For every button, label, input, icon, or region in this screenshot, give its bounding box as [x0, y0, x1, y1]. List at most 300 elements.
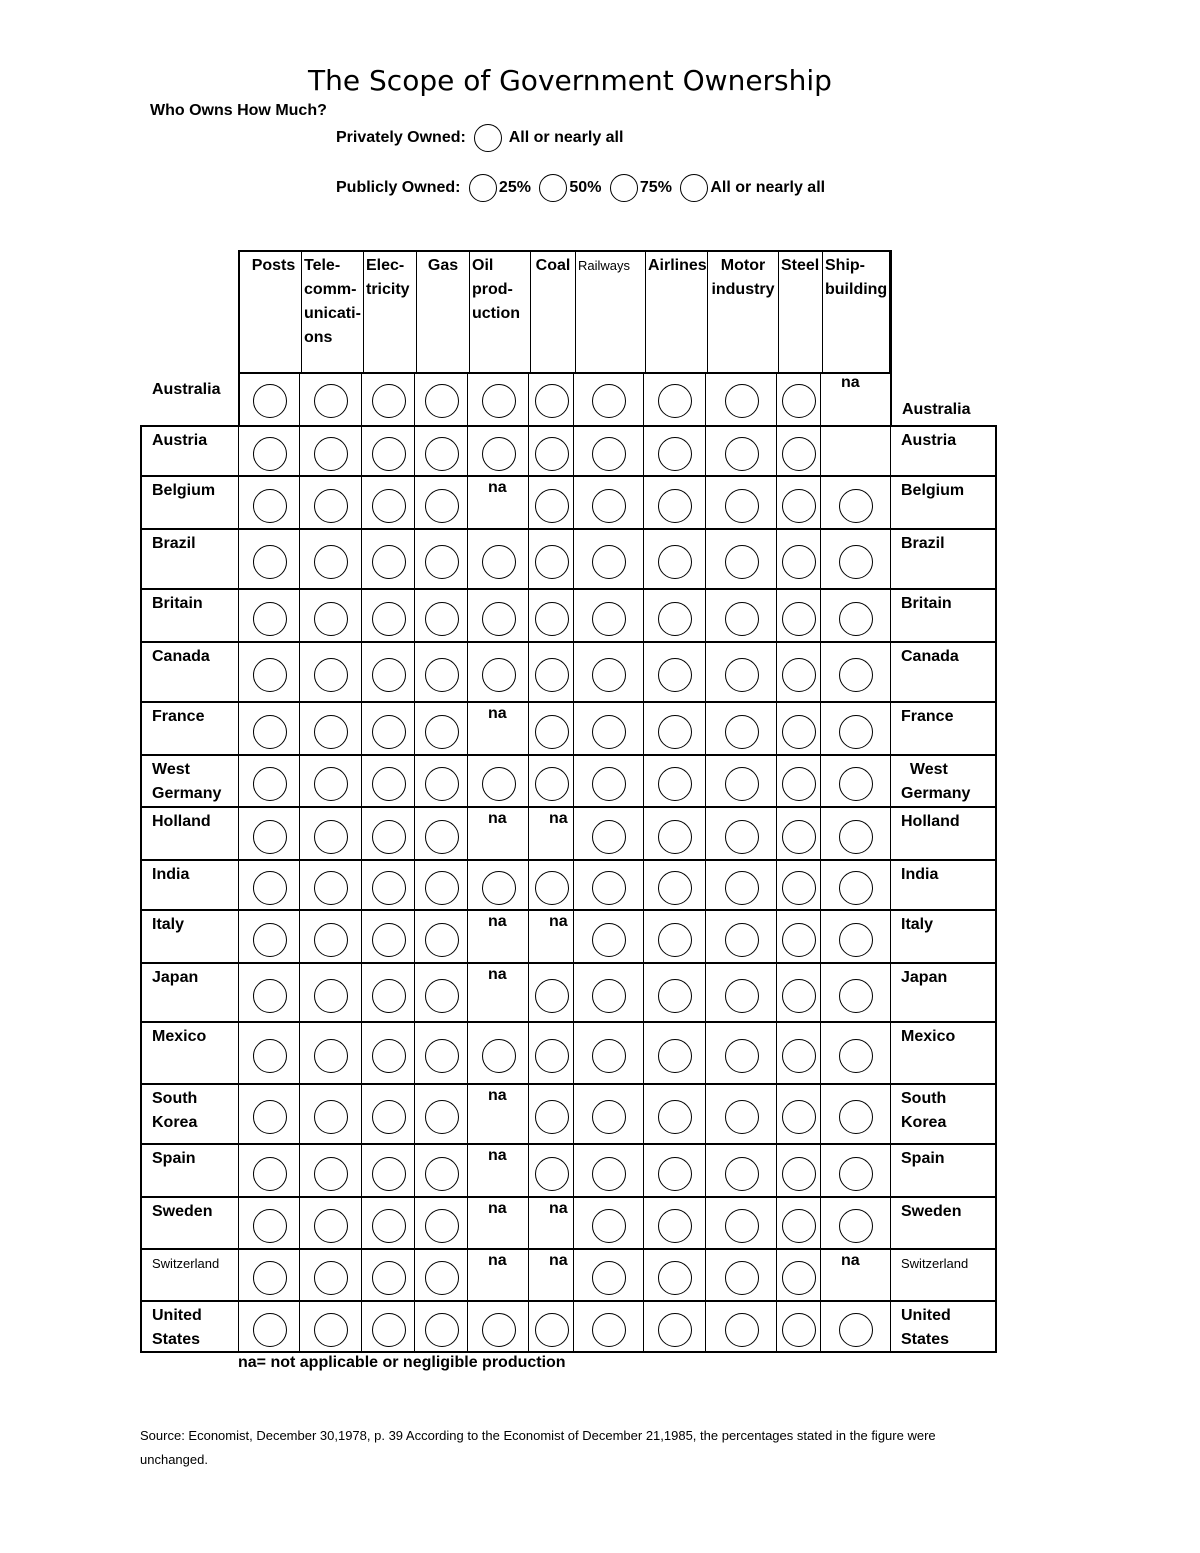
- circle-icon: [253, 1100, 287, 1134]
- circle-icon: [658, 923, 692, 957]
- table-cell: [705, 1302, 776, 1351]
- circle-icon: [372, 489, 406, 523]
- legend-public-25: 25%: [498, 179, 531, 196]
- table-cell: [776, 756, 820, 806]
- table-cell: [467, 590, 528, 641]
- circle-icon: [372, 820, 406, 854]
- table-cell: [238, 1145, 299, 1196]
- table-cell: [528, 808, 573, 859]
- legend-public-all: All or nearly all: [710, 179, 826, 196]
- table-cell: [238, 756, 299, 806]
- table-cell: [299, 964, 361, 1021]
- na-note: na= not applicable or negligible production: [238, 1354, 566, 1371]
- table-cell: [299, 1085, 361, 1143]
- table-cell: [238, 477, 299, 528]
- country-name: Japan: [152, 969, 199, 986]
- circle-icon: [658, 489, 692, 523]
- circle-icon: [782, 1261, 816, 1295]
- country-cell-right: [890, 1198, 997, 1248]
- circle-icon: [372, 602, 406, 636]
- table-cell: [414, 643, 467, 701]
- circle-icon: [592, 602, 626, 636]
- table-cell: [467, 964, 528, 1021]
- circle-icon: [425, 1157, 459, 1191]
- table-cell: [467, 861, 528, 909]
- table-cell: [705, 643, 776, 701]
- circle-icon: [425, 658, 459, 692]
- country-name-right: Britain: [901, 595, 952, 612]
- table-cell: [528, 861, 573, 909]
- circle-icon: [535, 437, 569, 471]
- circle-icon: [253, 489, 287, 523]
- country-cell-right: [890, 590, 997, 641]
- table-cell: [528, 964, 573, 1021]
- circle-icon: [425, 1039, 459, 1073]
- table-cell: [414, 1145, 467, 1196]
- circle-icon: [535, 871, 569, 905]
- table-cell: [820, 1198, 890, 1248]
- table-cell: [414, 1085, 467, 1143]
- table-cell: [643, 590, 705, 641]
- table-cell: [361, 477, 414, 528]
- circle-icon: [592, 658, 626, 692]
- circle-icon: [725, 767, 759, 801]
- table-cell: [705, 703, 776, 754]
- table-cell: [705, 756, 776, 806]
- table-cell: [643, 703, 705, 754]
- circle-icon: [482, 384, 516, 418]
- circle-icon: [535, 1157, 569, 1191]
- table-cell: [467, 643, 528, 701]
- country-name-right: Australia: [902, 401, 971, 418]
- table-cell: [776, 643, 820, 701]
- column-header: Posts: [251, 257, 296, 274]
- table-cell: [776, 427, 820, 475]
- table-row: [140, 859, 997, 909]
- table-cell: [820, 1145, 890, 1196]
- circle-icon: [839, 1313, 873, 1347]
- table-row: [140, 1143, 997, 1196]
- table-cell: [820, 703, 890, 754]
- circle-icon: [658, 1209, 692, 1243]
- table-cell: [238, 1085, 299, 1143]
- table-cell: [705, 372, 776, 425]
- country-name: Belgium: [152, 482, 216, 499]
- table-cell: [573, 1302, 643, 1351]
- circle-icon: [658, 1313, 692, 1347]
- circle-icon: [725, 871, 759, 905]
- table-cell: [361, 861, 414, 909]
- table-cell: [528, 372, 573, 425]
- column-header: Tele- comm- unicati- ons: [301, 252, 363, 372]
- column-header: Elec- tricity: [363, 252, 416, 372]
- circle-icon: [372, 767, 406, 801]
- table-cell: [820, 1023, 890, 1083]
- table-cell: [467, 372, 528, 425]
- table-cell: [643, 1145, 705, 1196]
- table-cell: [299, 427, 361, 475]
- circle-icon: [314, 1313, 348, 1347]
- circle-icon: [592, 871, 626, 905]
- table-cell: [361, 911, 414, 962]
- circle-icon: [658, 1100, 692, 1134]
- table-cell: [528, 756, 573, 806]
- circle-icon: [592, 1100, 626, 1134]
- country-cell-right: [890, 1023, 997, 1083]
- table-cell: [361, 964, 414, 1021]
- table-cell: [776, 1085, 820, 1143]
- circle-icon: [725, 545, 759, 579]
- table-cell: [776, 861, 820, 909]
- country-cell-right: [890, 372, 997, 425]
- circle-icon: [782, 820, 816, 854]
- country-cell-right: [890, 1085, 997, 1143]
- circle-icon: [839, 1100, 873, 1134]
- circle-icon: [482, 437, 516, 471]
- table-cell: [414, 530, 467, 588]
- country-cell-right: [890, 1250, 997, 1300]
- legend-public-50: 50%: [569, 179, 602, 196]
- circle-icon: [425, 1209, 459, 1243]
- circle-icon: [592, 820, 626, 854]
- circle-icon: [592, 1261, 626, 1295]
- table-cell: [573, 756, 643, 806]
- circle-icon: [372, 437, 406, 471]
- circle-icon: [372, 871, 406, 905]
- table-cell: [705, 808, 776, 859]
- circle-icon: [725, 715, 759, 749]
- circle-icon: [482, 871, 516, 905]
- table-cell: [467, 911, 528, 962]
- circle-icon: [253, 1209, 287, 1243]
- circle-icon: [839, 658, 873, 692]
- table-cell: [820, 911, 890, 962]
- table-row: [140, 962, 997, 1021]
- table-cell: [467, 703, 528, 754]
- table-cell: [776, 372, 820, 425]
- table-row: [140, 475, 997, 528]
- circle-icon: [425, 384, 459, 418]
- column-header: Motor industry: [707, 252, 778, 372]
- column-header: Gas: [416, 252, 469, 372]
- circle-icon: [535, 489, 569, 523]
- table-cell: [643, 756, 705, 806]
- table-cell: [643, 911, 705, 962]
- country-name-right: France: [901, 708, 954, 725]
- table-cell: [467, 1250, 528, 1300]
- table-cell: [705, 1023, 776, 1083]
- table-cell: [361, 703, 414, 754]
- table-cell: [414, 1302, 467, 1351]
- circle-icon: [314, 923, 348, 957]
- circle-icon: [253, 1313, 287, 1347]
- table-cell: [414, 756, 467, 806]
- circle-icon: [425, 1261, 459, 1295]
- country-cell-right: [890, 703, 997, 754]
- circle-icon: [782, 437, 816, 471]
- country-name: Britain: [152, 595, 203, 612]
- country-cell-right: [890, 1145, 997, 1196]
- country-name-right: Sweden: [901, 1203, 962, 1220]
- country-name-right: Switzerland: [901, 1256, 969, 1271]
- na-label: na: [488, 1087, 507, 1104]
- table-cell: [299, 808, 361, 859]
- table-cell: [643, 530, 705, 588]
- circle-icon: [658, 715, 692, 749]
- table-cell: [238, 808, 299, 859]
- table-cell: [238, 1023, 299, 1083]
- table-cell: [705, 1198, 776, 1248]
- circle-icon: [782, 923, 816, 957]
- country-cell-right: [890, 643, 997, 701]
- circle-icon: [425, 871, 459, 905]
- table-cell: [705, 530, 776, 588]
- country-name: France: [152, 708, 205, 725]
- circle-icon: [372, 1157, 406, 1191]
- table-cell: [238, 427, 299, 475]
- circle-icon: [425, 820, 459, 854]
- table-cell: [573, 643, 643, 701]
- table-cell: [643, 1023, 705, 1083]
- country-name: Italy: [152, 916, 185, 933]
- circle-icon: [782, 1313, 816, 1347]
- country-cell-right: [890, 477, 997, 528]
- table-cell: [467, 1085, 528, 1143]
- circle-icon: [314, 658, 348, 692]
- table-cell: [573, 1198, 643, 1248]
- circle-icon: [839, 871, 873, 905]
- circle-icon: [253, 658, 287, 692]
- table-cell: [528, 530, 573, 588]
- circle-icon: [658, 979, 692, 1013]
- circle-icon: [658, 1039, 692, 1073]
- circle-icon: [658, 820, 692, 854]
- circle-icon: [535, 715, 569, 749]
- legend-public-label: Publicly Owned:: [336, 179, 461, 196]
- table-cell: [467, 1198, 528, 1248]
- country-name: Spain: [152, 1150, 196, 1167]
- circle-icon: [425, 1100, 459, 1134]
- circle-icon: [658, 384, 692, 418]
- table-cell: [573, 427, 643, 475]
- circle-icon: [425, 767, 459, 801]
- circle-icon: [482, 1313, 516, 1347]
- table-cell: [414, 1023, 467, 1083]
- table-cell: [573, 861, 643, 909]
- circle-icon: [592, 545, 626, 579]
- circle-icon: [372, 1261, 406, 1295]
- country-cell-right: [890, 861, 997, 909]
- table-cell: [299, 530, 361, 588]
- circle-icon: [253, 1261, 287, 1295]
- circle-icon: [253, 979, 287, 1013]
- circle-icon: [725, 658, 759, 692]
- table-cell: [776, 1023, 820, 1083]
- na-label: na: [488, 810, 507, 827]
- circle-icon: [610, 174, 638, 202]
- circle-icon: [658, 1157, 692, 1191]
- table-cell: [299, 911, 361, 962]
- table-cell: [643, 643, 705, 701]
- circle-icon: [725, 1261, 759, 1295]
- legend-public: [336, 174, 825, 202]
- table-cell: [361, 1085, 414, 1143]
- circle-icon: [535, 767, 569, 801]
- table-cell: [643, 1250, 705, 1300]
- circle-icon: [782, 658, 816, 692]
- circle-icon: [482, 767, 516, 801]
- table-cell: [705, 911, 776, 962]
- table-cell: [238, 1250, 299, 1300]
- circle-icon: [839, 602, 873, 636]
- table-cell: [643, 861, 705, 909]
- table-cell: [776, 1302, 820, 1351]
- table-row: [140, 641, 997, 701]
- table-cell: [414, 861, 467, 909]
- table-cell: [299, 590, 361, 641]
- na-label: na: [549, 913, 568, 930]
- circle-icon: [314, 767, 348, 801]
- circle-icon: [253, 871, 287, 905]
- circle-icon: [839, 979, 873, 1013]
- table-cell: [776, 911, 820, 962]
- legend-private-label: Privately Owned:: [336, 129, 466, 146]
- table-cell: [820, 590, 890, 641]
- na-label: na: [488, 705, 507, 722]
- table-cell: [776, 808, 820, 859]
- table-row: [140, 806, 997, 859]
- table-cell: [238, 643, 299, 701]
- circle-icon: [314, 1261, 348, 1295]
- circle-icon: [425, 979, 459, 1013]
- table-cell: [528, 590, 573, 641]
- circle-icon: [658, 871, 692, 905]
- circle-icon: [725, 1313, 759, 1347]
- table-row: [140, 1021, 997, 1083]
- circle-icon: [725, 489, 759, 523]
- circle-icon: [314, 1157, 348, 1191]
- table-cell: [414, 808, 467, 859]
- circle-icon: [372, 979, 406, 1013]
- table-cell: [820, 964, 890, 1021]
- circle-icon: [782, 602, 816, 636]
- circle-icon: [782, 489, 816, 523]
- table-cell: [820, 1085, 890, 1143]
- country-name: Switzerland: [152, 1256, 220, 1271]
- circle-icon: [314, 384, 348, 418]
- table-cell: [820, 427, 890, 475]
- table-cell: [776, 1198, 820, 1248]
- circle-icon: [658, 767, 692, 801]
- circle-icon: [372, 545, 406, 579]
- circle-icon: [425, 545, 459, 579]
- table-cell: [528, 703, 573, 754]
- country-name-right: Holland: [901, 813, 960, 830]
- table-row: [140, 1196, 997, 1248]
- table-cell: [528, 477, 573, 528]
- table-cell: [361, 756, 414, 806]
- table-cell: [820, 808, 890, 859]
- table-cell: [238, 1302, 299, 1351]
- table-cell: [820, 861, 890, 909]
- circle-icon: [482, 1039, 516, 1073]
- table-cell: [299, 1302, 361, 1351]
- circle-icon: [592, 384, 626, 418]
- circle-icon: [592, 923, 626, 957]
- circle-icon: [725, 1157, 759, 1191]
- table-cell: [573, 911, 643, 962]
- circle-icon: [839, 545, 873, 579]
- country-name: Mexico: [152, 1028, 207, 1045]
- na-label: na: [549, 1252, 568, 1269]
- table-cell: [299, 477, 361, 528]
- country-cell-right: [890, 756, 997, 806]
- circle-icon: [253, 923, 287, 957]
- table-cell: [776, 964, 820, 1021]
- table-cell: [528, 911, 573, 962]
- circle-icon: [314, 979, 348, 1013]
- circle-icon: [782, 1209, 816, 1243]
- table-cell: [361, 1198, 414, 1248]
- table-cell: [299, 1145, 361, 1196]
- na-label: na: [549, 1200, 568, 1217]
- na-label: na: [488, 479, 507, 496]
- country-cell-right: [890, 530, 997, 588]
- circle-icon: [592, 1209, 626, 1243]
- circle-icon: [839, 715, 873, 749]
- circle-icon: [535, 602, 569, 636]
- country-name: United States: [152, 1307, 202, 1348]
- table-cell: [643, 1198, 705, 1248]
- circle-icon: [839, 1157, 873, 1191]
- country-name: Canada: [152, 648, 210, 665]
- table-cell: [573, 808, 643, 859]
- circle-icon: [474, 124, 502, 152]
- page-title: The Scope of Government Ownership: [308, 64, 832, 97]
- table-cell: [299, 756, 361, 806]
- na-label: na: [488, 966, 507, 983]
- table-cell: [414, 1198, 467, 1248]
- table-cell: [528, 1023, 573, 1083]
- circle-icon: [725, 1100, 759, 1134]
- table-cell: [414, 703, 467, 754]
- circle-icon: [782, 1157, 816, 1191]
- country-cell-right: [890, 808, 997, 859]
- table-cell: [573, 477, 643, 528]
- circle-icon: [372, 715, 406, 749]
- circle-icon: [372, 384, 406, 418]
- table-cell: [573, 1145, 643, 1196]
- na-label: na: [841, 1252, 860, 1269]
- circle-icon: [535, 1313, 569, 1347]
- column-header: Steel: [778, 252, 822, 372]
- country-name: Sweden: [152, 1203, 213, 1220]
- country-name-right: Brazil: [901, 535, 945, 552]
- circle-icon: [725, 384, 759, 418]
- circle-icon: [592, 1313, 626, 1347]
- table-cell: [299, 703, 361, 754]
- circle-icon: [782, 1039, 816, 1073]
- table-cell: [238, 590, 299, 641]
- circle-icon: [535, 658, 569, 692]
- table-cell: [414, 911, 467, 962]
- table-cell: [299, 1198, 361, 1248]
- legend-private: [336, 124, 623, 152]
- circle-icon: [592, 1157, 626, 1191]
- table-cell: [776, 703, 820, 754]
- table-cell: [528, 643, 573, 701]
- table-cell: [820, 372, 890, 425]
